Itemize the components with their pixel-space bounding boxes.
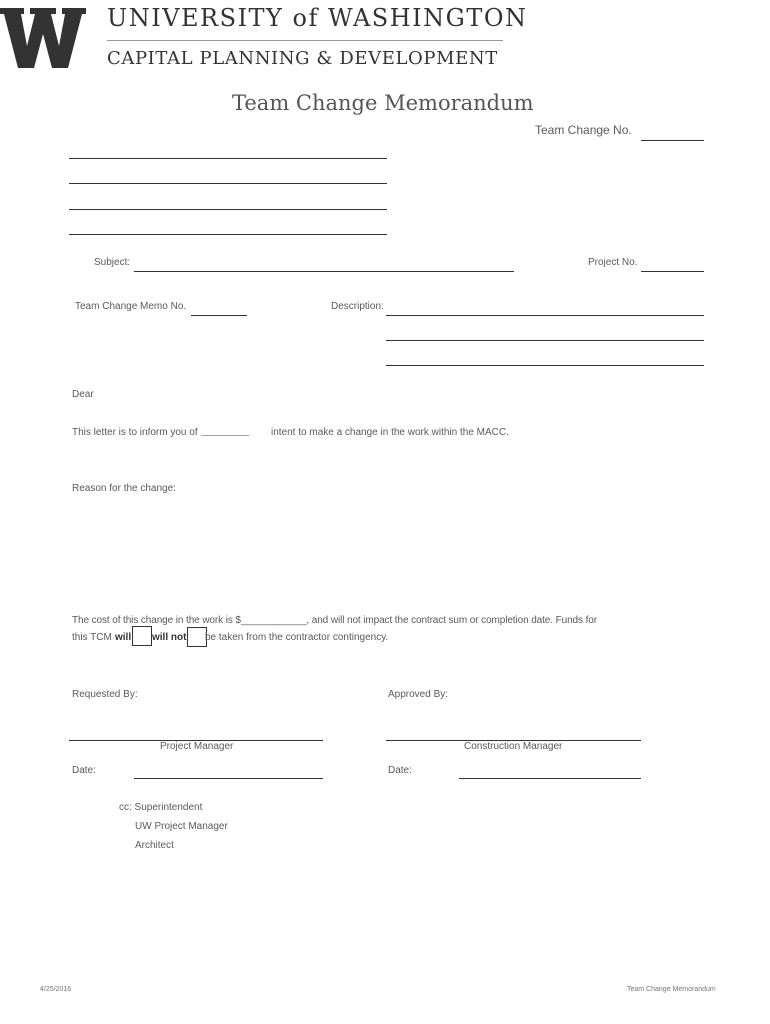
header-rule — [107, 40, 503, 41]
construction-manager-signature-input[interactable] — [386, 726, 641, 741]
cc-line-3: Architect — [135, 840, 174, 851]
inform-suffix: intent to make a change in the work within the MACC. — [271, 427, 509, 438]
university-name: UNIVERSITY of WASHINGTON — [107, 4, 528, 32]
project-no-input[interactable] — [641, 257, 704, 272]
subject-input[interactable] — [134, 257, 514, 272]
will-not-label: will not — [152, 632, 187, 643]
team-change-no-label: Team Change No. — [535, 123, 632, 137]
inform-blank[interactable]: ____________ — [201, 427, 249, 436]
cc-line-1: cc: Superintendent — [119, 802, 203, 813]
will-label: will — [115, 632, 132, 643]
requested-date-input[interactable] — [134, 764, 323, 779]
team-change-no-input[interactable] — [641, 126, 704, 141]
tcm-suffix: be taken from the contractor contingency. — [205, 632, 389, 643]
footer-date: 4/25/2016 — [40, 986, 72, 993]
construction-manager-label: Construction Manager — [464, 741, 563, 752]
description-label: Description: — [331, 301, 384, 312]
address-line-1-input[interactable] — [69, 144, 387, 159]
approved-by-label: Approved By: — [388, 689, 449, 700]
address-line-3-input[interactable] — [69, 195, 387, 210]
footer-title: Team Change Memorandum — [627, 986, 716, 993]
project-manager-signature-input[interactable] — [69, 726, 323, 741]
address-line-2-input[interactable] — [69, 169, 387, 184]
cost-text: The cost of this change in the work is $____________, and will not impact the contract sum or completion date. Funds for — [72, 615, 597, 626]
description-line-1-input[interactable] — [386, 301, 704, 316]
project-no-label: Project No. — [588, 257, 638, 268]
approved-date-input[interactable] — [459, 764, 641, 779]
department-name: CAPITAL PLANNING & DEVELOPMENT — [107, 48, 498, 69]
description-line-3-input[interactable] — [386, 351, 704, 366]
uw-logo — [0, 2, 86, 72]
inform-prefix: This letter is to inform you of — [72, 427, 198, 438]
project-manager-label: Project Manager — [160, 741, 234, 752]
approved-date-label: Date: — [388, 765, 412, 776]
subject-label: Subject: — [94, 257, 131, 268]
uw-w-logo-icon — [0, 2, 86, 72]
memo-no-label: Team Change Memo No. — [75, 301, 187, 312]
address-line-4-input[interactable] — [69, 220, 387, 235]
page-title: Team Change Memorandum — [232, 91, 534, 115]
requested-by-label: Requested By: — [72, 689, 138, 700]
cc-line-2: UW Project Manager — [135, 821, 228, 832]
reason-label: Reason for the change: — [72, 483, 176, 494]
will-checkbox[interactable] — [132, 626, 152, 646]
dear-label: Dear — [72, 389, 94, 400]
description-line-2-input[interactable] — [386, 326, 704, 341]
will-not-checkbox[interactable] — [187, 627, 207, 647]
requested-date-label: Date: — [72, 765, 96, 776]
tcm-prefix: this TCM — [72, 632, 112, 643]
memo-no-input[interactable] — [191, 301, 247, 316]
